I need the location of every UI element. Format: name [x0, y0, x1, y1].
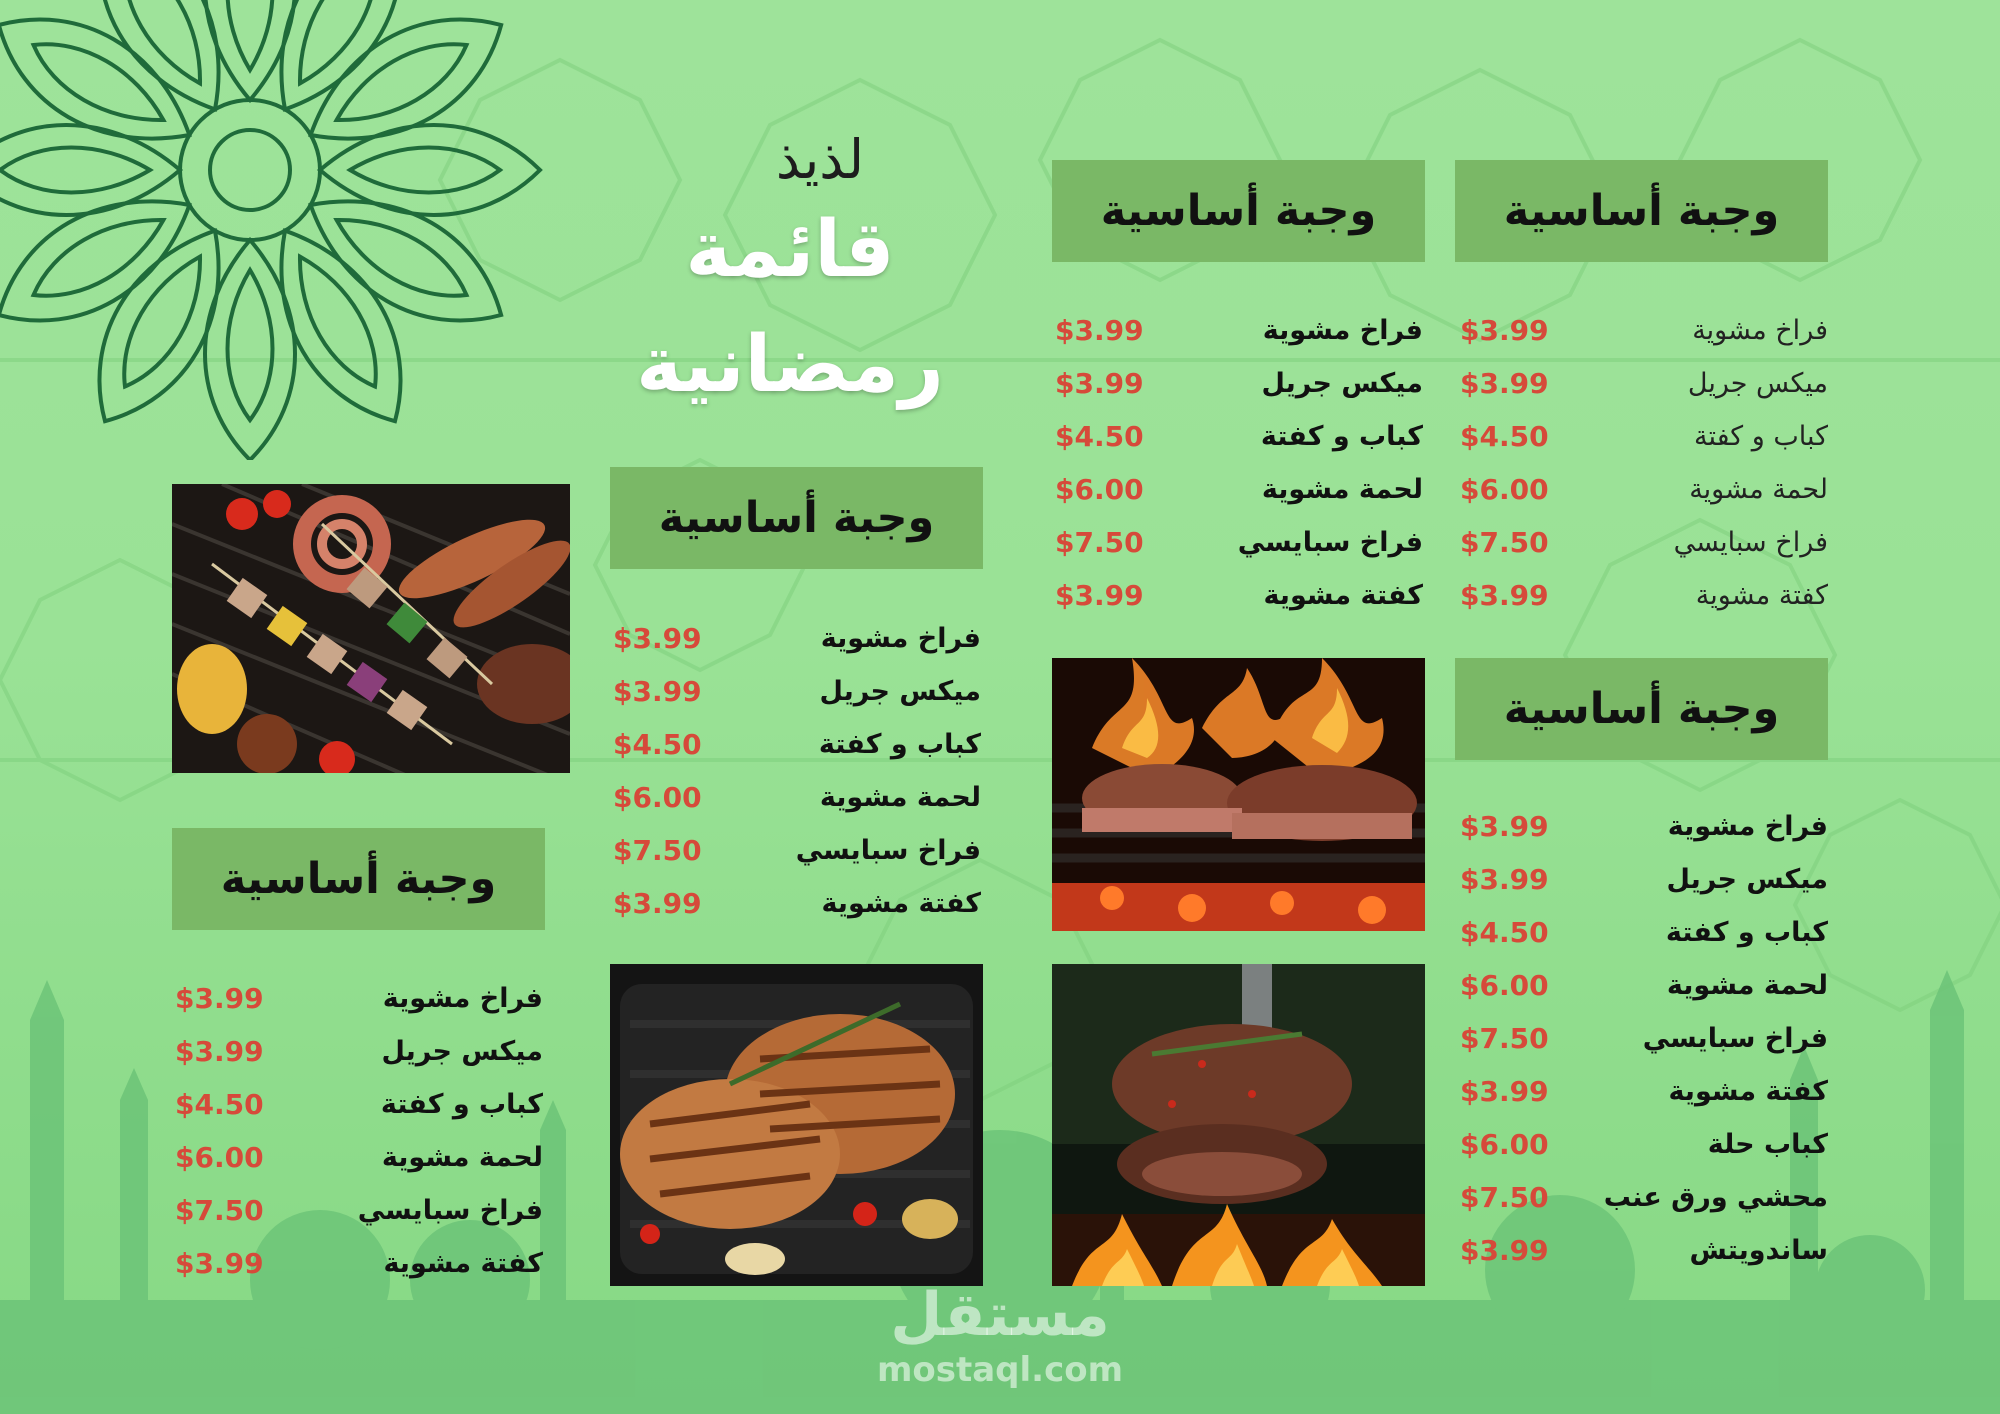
menu-item	[1055, 418, 1423, 471]
menu-item	[175, 1139, 543, 1192]
photo-grilled-skewers	[172, 484, 570, 773]
menu-item	[1460, 1020, 1828, 1073]
menu-item	[1460, 1232, 1828, 1285]
item-name: ساندويتش	[1689, 1235, 1828, 1266]
title-main: قائمة	[685, 205, 895, 295]
menu-item	[1055, 471, 1423, 524]
menu-list-center-right	[1055, 312, 1423, 630]
menu-list-left	[175, 980, 543, 1298]
item-price: $3.99	[613, 622, 702, 655]
item-name: فراخ سبايسي	[795, 835, 981, 866]
watermark-url: mostaql.com	[876, 1350, 1124, 1390]
photo-steak-with-tongs	[1052, 964, 1425, 1286]
item-name: كباب و كفتة	[1665, 917, 1828, 948]
item-price: $3.99	[1460, 314, 1549, 347]
item-name: لحمة مشوية	[1666, 970, 1828, 1001]
section-header-left: وجبة أساسية	[172, 828, 545, 930]
item-name: لحمة مشوية	[1689, 474, 1828, 505]
item-name: ميكس جريل	[1666, 864, 1828, 895]
menu-list-right-bottom	[1460, 808, 1828, 1285]
mandala-ornament	[0, 0, 580, 460]
item-price: $6.00	[613, 781, 702, 814]
item-name: ميكس جريل	[1687, 368, 1828, 399]
item-name: كفتة مشوية	[383, 1248, 543, 1279]
item-name: لحمة مشوية	[819, 782, 981, 813]
item-price: $3.99	[175, 1247, 264, 1280]
menu-item	[613, 832, 981, 885]
item-name: فراخ مشوية	[382, 983, 543, 1014]
item-price: $3.99	[613, 675, 702, 708]
item-price: $3.99	[1460, 367, 1549, 400]
title-sub: رمضانية	[636, 320, 944, 410]
item-price: $4.50	[1460, 420, 1549, 453]
item-name: ميكس جريل	[819, 676, 981, 707]
menu-item	[1460, 471, 1828, 524]
item-name: لحمة مشوية	[1261, 474, 1423, 505]
menu-item	[613, 779, 981, 832]
menu-item	[1460, 861, 1828, 914]
item-name: فراخ مشوية	[1667, 811, 1828, 842]
menu-item	[1460, 808, 1828, 861]
menu-list-right-top	[1460, 312, 1828, 630]
item-name: كباب و كفتة	[1694, 421, 1828, 452]
item-price: $6.00	[1460, 473, 1549, 506]
item-price: $6.00	[175, 1141, 264, 1174]
item-name: كباب و كفتة	[818, 729, 981, 760]
item-name: فراخ سبايسي	[1642, 1023, 1828, 1054]
item-name: ميكس جريل	[381, 1036, 543, 1067]
item-name: فراخ سبايسي	[1673, 527, 1828, 558]
item-name: فراخ مشوية	[820, 623, 981, 654]
item-price: $3.99	[1055, 314, 1144, 347]
item-name: كفتة مشوية	[1668, 1076, 1828, 1107]
section-header-center-right: وجبة أساسية	[1052, 160, 1425, 262]
item-name: فراخ مشوية	[1262, 315, 1423, 346]
item-price: $4.50	[613, 728, 702, 761]
menu-item	[1460, 418, 1828, 471]
item-price: $4.50	[1460, 916, 1549, 949]
item-price: $7.50	[1460, 1181, 1549, 1214]
section-header-right-top: وجبة أساسية	[1455, 160, 1828, 262]
menu-item	[1460, 577, 1828, 630]
menu-item	[613, 885, 981, 938]
item-price: $3.99	[1460, 810, 1549, 843]
item-name: ميكس جريل	[1261, 368, 1423, 399]
item-price: $4.50	[175, 1088, 264, 1121]
section-header-right-bottom: وجبة أساسية	[1455, 658, 1828, 760]
item-price: $3.99	[1460, 1075, 1549, 1108]
menu-item	[175, 1245, 543, 1298]
menu-item	[1460, 524, 1828, 577]
menu-item	[1055, 577, 1423, 630]
menu-item	[1460, 914, 1828, 967]
menu-list-center-left	[613, 620, 981, 938]
photo-steaks-in-pan	[610, 964, 983, 1286]
item-name: محشي ورق عنب	[1603, 1182, 1828, 1213]
menu-item	[175, 980, 543, 1033]
item-name: كفتة مشوية	[821, 888, 981, 919]
item-price: $7.50	[613, 834, 702, 867]
item-name: كباب و كفتة	[1260, 421, 1423, 452]
item-price: $7.50	[1055, 526, 1144, 559]
section-header-center-left: وجبة أساسية	[610, 467, 983, 569]
item-price: $7.50	[175, 1194, 264, 1227]
item-price: $3.99	[1460, 863, 1549, 896]
item-price: $4.50	[1055, 420, 1144, 453]
item-price: $6.00	[1460, 1128, 1549, 1161]
item-name: فراخ مشوية	[1692, 315, 1828, 346]
menu-item	[1055, 524, 1423, 577]
photo-meat-on-fire-grill	[1052, 658, 1425, 931]
menu-item	[175, 1192, 543, 1245]
menu-item	[1460, 1179, 1828, 1232]
item-price: $3.99	[1055, 367, 1144, 400]
item-name: فراخ سبايسي	[1237, 527, 1423, 558]
menu-item	[1055, 365, 1423, 418]
item-name: كباب و كفتة	[380, 1089, 543, 1120]
menu-item	[175, 1033, 543, 1086]
menu-item	[1460, 365, 1828, 418]
menu-item	[1460, 1073, 1828, 1126]
item-price: $7.50	[1460, 1022, 1549, 1055]
item-name: فراخ سبايسي	[357, 1195, 543, 1226]
item-price: $6.00	[1055, 473, 1144, 506]
menu-item	[613, 620, 981, 673]
item-price: $7.50	[1460, 526, 1549, 559]
menu-item	[613, 726, 981, 779]
menu-item	[1055, 312, 1423, 365]
item-name: كفتة مشوية	[1695, 580, 1828, 611]
item-price: $3.99	[1055, 579, 1144, 612]
item-name: كباب حلة	[1707, 1129, 1828, 1160]
menu-item	[1460, 312, 1828, 365]
item-name: كفتة مشوية	[1263, 580, 1423, 611]
menu-item	[613, 673, 981, 726]
watermark-logo: مستقل	[890, 1280, 1110, 1350]
item-price: $3.99	[175, 982, 264, 1015]
item-price: $3.99	[175, 1035, 264, 1068]
item-price: $3.99	[1460, 1234, 1549, 1267]
item-price: $6.00	[1460, 969, 1549, 1002]
menu-item	[1460, 1126, 1828, 1179]
item-price: $3.99	[613, 887, 702, 920]
title-tagline: لذيذ	[775, 128, 865, 191]
menu-item	[1460, 967, 1828, 1020]
menu-item	[175, 1086, 543, 1139]
item-price: $3.99	[1460, 579, 1549, 612]
item-name: لحمة مشوية	[381, 1142, 543, 1173]
